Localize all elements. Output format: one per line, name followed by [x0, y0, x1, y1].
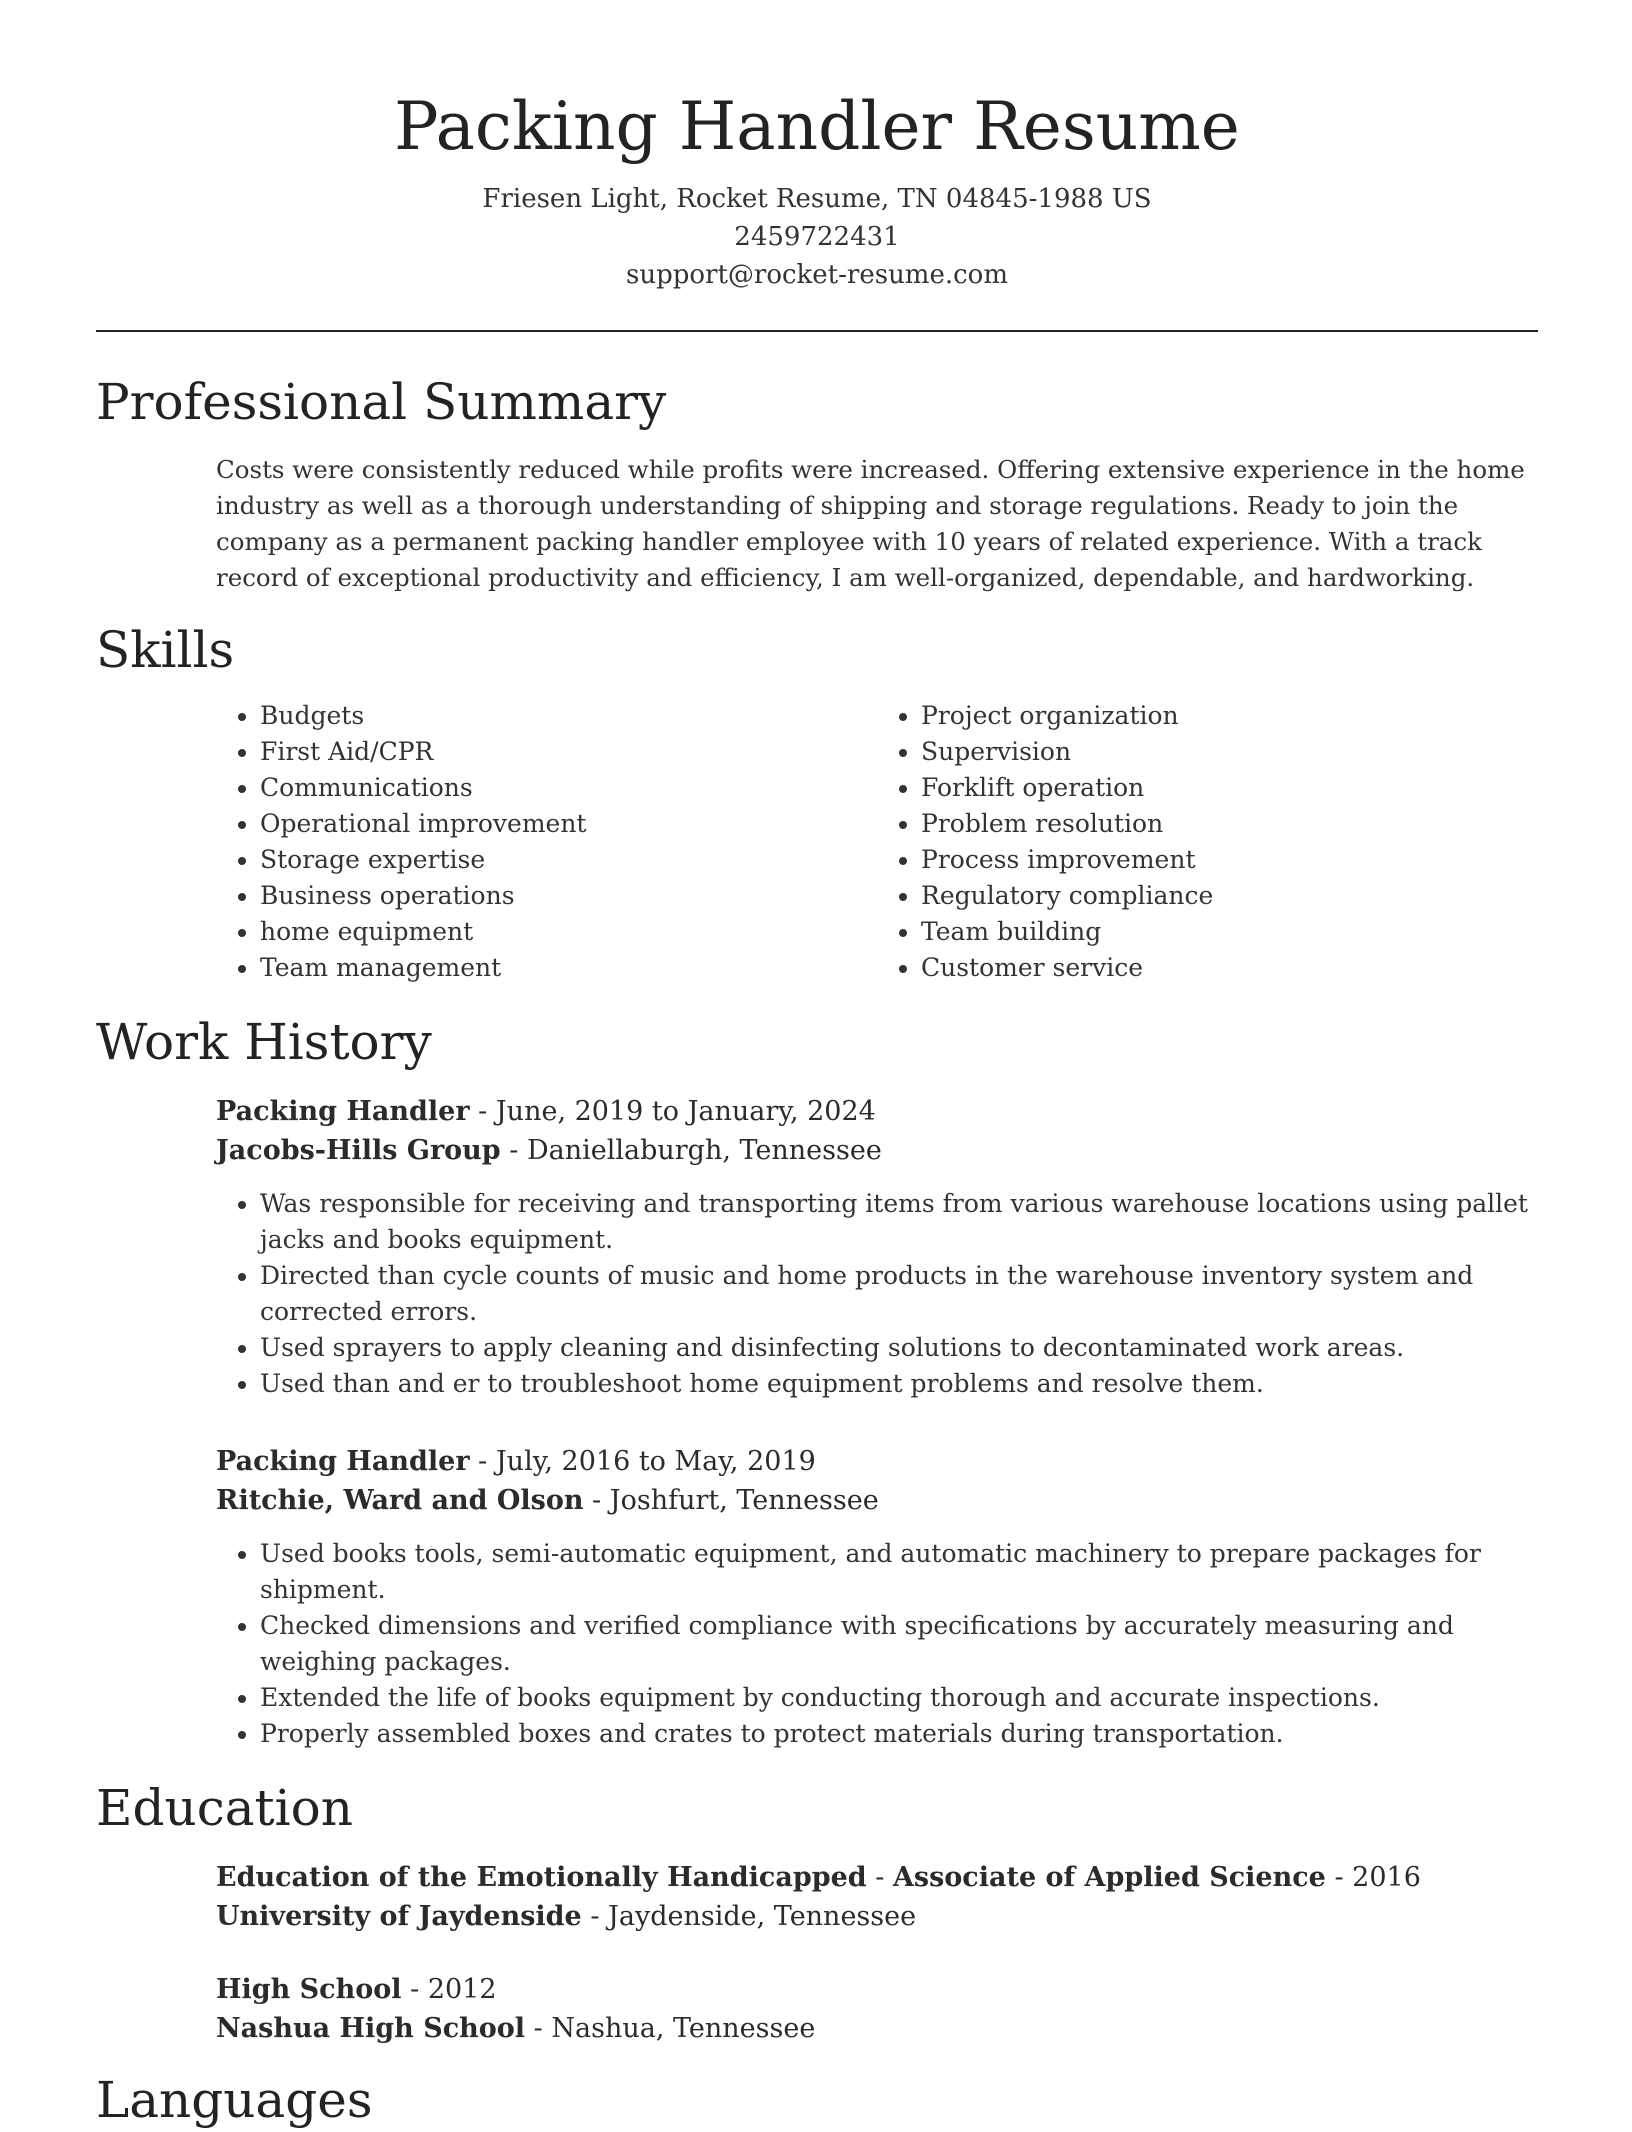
job-list — [216, 1092, 1538, 1752]
resume-page — [96, 0, 1538, 2132]
education-school: University of Jaydenside — [216, 1901, 582, 1932]
skill-item: • Regulatory compliance — [921, 878, 1538, 914]
skill-item: • Storage expertise — [260, 842, 877, 878]
skill-item: • Customer service — [921, 950, 1538, 986]
education-year: 2016 — [1352, 1862, 1421, 1893]
contact-email: support@rocket-resume.com — [625, 260, 1008, 290]
skill-item: • Problem resolution — [921, 806, 1538, 842]
job-bullet: • Properly assembled boxes and crates to protect materials during transportation. — [260, 1716, 1538, 1752]
education-entry — [216, 1970, 1538, 2048]
skill-item: • Business operations — [260, 878, 877, 914]
job-bullet: • Was responsible for receiving and transporting items from various warehouse locations using pallet jacks and books equipment. — [260, 1186, 1538, 1258]
summary-text: Costs were consistently reduced while profits were increased. Offering extensive experience in the home industry as well as a thorough understanding of shipping and storage regulations. Ready to join the company as a permanent packing handler employee with 10 years of related experience. With a track record of exceptional productivity and efficiency, I am well-organized, dependable, and hardworking. — [216, 455, 1525, 592]
contact-phone: 2459722431 — [734, 222, 900, 252]
education-section — [96, 1776, 1538, 2048]
job-title: Packing Handler — [216, 1446, 470, 1477]
job-title: Packing Handler — [216, 1096, 470, 1127]
skill-item: • Team management — [260, 950, 877, 986]
job-entry — [216, 1442, 1538, 1752]
skill-item: • Team building — [921, 914, 1538, 950]
resume-title: Packing Handler Resume — [394, 88, 1240, 165]
job-bullets — [216, 1186, 1538, 1402]
languages-heading: Languages — [96, 2071, 373, 2129]
job-title-line: Packing Handler - June, 2019 to January, 2024 — [216, 1096, 876, 1127]
job-dates: June, 2019 to January, 2024 — [495, 1096, 876, 1127]
job-company: Jacobs-Hills Group — [216, 1135, 501, 1166]
job-dates: July, 2016 to May, 2019 — [495, 1446, 816, 1477]
skills-columns — [216, 698, 1538, 986]
job-bullet: • Extended the life of books equipment by conducting thorough and accurate inspections. — [260, 1680, 1538, 1716]
education-school-line: University of Jaydenside - Jaydenside, Tennessee — [216, 1901, 917, 1932]
education-degree-line: Education of the Emotionally Handicapped - Associate of Applied Science - 2016 — [216, 1862, 1421, 1893]
education-field: High School — [216, 1974, 402, 2005]
skills-list-right — [877, 698, 1538, 986]
education-location: Jaydenside, Tennessee — [608, 1901, 917, 1932]
job-bullet: • Used than and er to troubleshoot home equipment problems and resolve them. — [260, 1366, 1538, 1402]
job-location: Daniellaburgh, Tennessee — [526, 1135, 882, 1166]
job-bullets — [216, 1536, 1538, 1752]
skill-item: • Process improvement — [921, 842, 1538, 878]
skill-item: • Project organization — [921, 698, 1538, 734]
languages-section — [96, 2068, 1538, 2132]
education-list — [216, 1858, 1538, 2048]
job-bullet: • Used books tools, semi-automatic equipment, and automatic machinery to prepare packages for shipment. — [260, 1536, 1538, 1608]
education-school: Nashua High School — [216, 2013, 526, 2044]
education-heading: Education — [96, 1779, 353, 1837]
job-bullet: • Directed than cycle counts of music and home products in the warehouse inventory system and corrected errors. — [260, 1258, 1538, 1330]
education-year: 2012 — [427, 1974, 497, 2005]
summary-heading: Professional Summary — [96, 373, 667, 431]
summary-section — [96, 370, 1538, 596]
education-degree-line: High School - 2012 — [216, 1974, 497, 2005]
skill-item: • home equipment — [260, 914, 877, 950]
job-bullet: • Used sprayers to apply cleaning and disinfecting solutions to decontaminated work areas. — [260, 1330, 1538, 1366]
skills-section — [96, 618, 1538, 986]
skill-item: • Communications — [260, 770, 877, 806]
skills-heading: Skills — [96, 621, 235, 679]
work-section — [96, 1010, 1538, 1752]
job-company-line: Jacobs-Hills Group - Daniellaburgh, Tennessee — [216, 1135, 882, 1166]
skills-list-left — [216, 698, 877, 986]
resume-header — [96, 0, 1538, 294]
skill-item: • First Aid/CPR — [260, 734, 877, 770]
job-bullet: • Checked dimensions and verified compliance with specifications by accurately measuring and weighing packages. — [260, 1608, 1538, 1680]
skill-item: • Budgets — [260, 698, 877, 734]
header-divider — [96, 330, 1538, 332]
contact-address: Friesen Light, Rocket Resume, TN 04845-1988 US — [482, 184, 1152, 214]
job-title-line: Packing Handler - July, 2016 to May, 2019 — [216, 1446, 816, 1477]
contact-block — [96, 180, 1538, 294]
job-company-line: Ritchie, Ward and Olson - Joshfurt, Tennessee — [216, 1485, 879, 1516]
skill-item: • Operational improvement — [260, 806, 877, 842]
job-company: Ritchie, Ward and Olson — [216, 1485, 584, 1516]
job-location: Joshfurt, Tennessee — [609, 1485, 879, 1516]
skill-item: • Supervision — [921, 734, 1538, 770]
skill-item: • Forklift operation — [921, 770, 1538, 806]
education-field: Education of the Emotionally Handicapped — [216, 1862, 867, 1893]
education-location: Nashua, Tennessee — [551, 2013, 816, 2044]
education-degree: Associate of Applied Science — [892, 1862, 1326, 1893]
education-entry — [216, 1858, 1538, 1936]
job-entry — [216, 1092, 1538, 1402]
education-school-line: Nashua High School - Nashua, Tennessee — [216, 2013, 816, 2044]
work-heading: Work History — [96, 1013, 432, 1071]
